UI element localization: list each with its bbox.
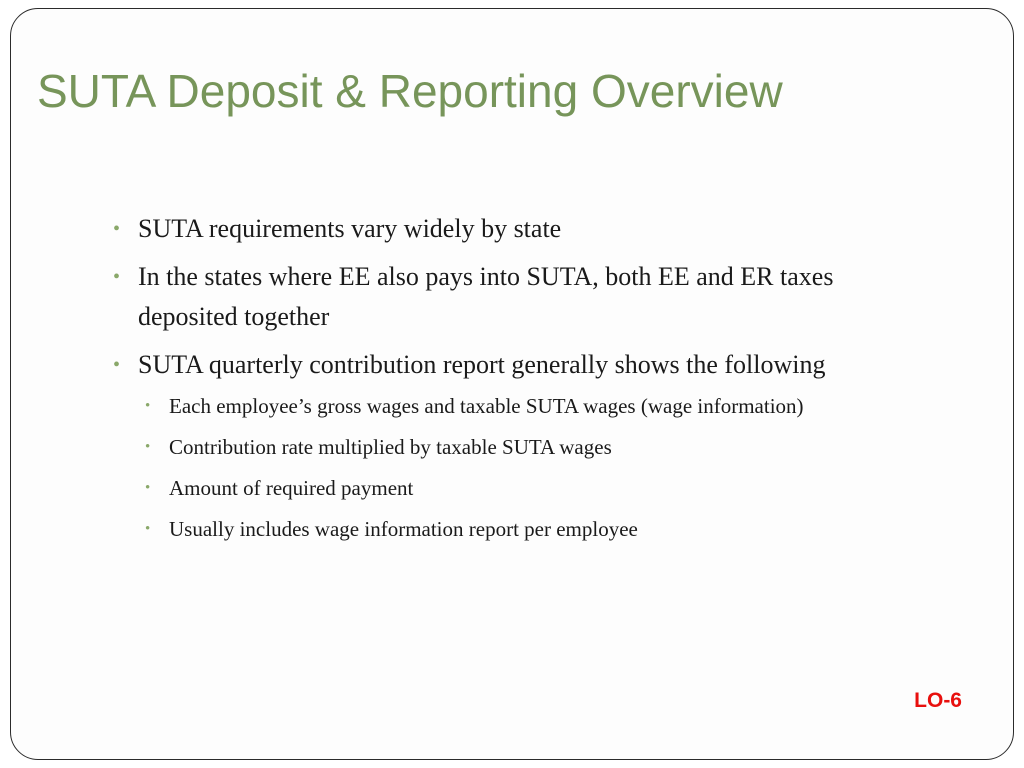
bullet-dot-icon: •	[145, 480, 151, 496]
bullet-dot-icon: •	[145, 521, 151, 537]
slide-frame	[10, 8, 1014, 760]
sub-bullet-text: Contribution rate multiplied by taxable SUTA wages	[169, 435, 612, 459]
sub-bullet-text: Amount of required payment	[169, 476, 414, 500]
sub-bullet-text: Usually includes wage information report per employee	[169, 517, 638, 541]
sub-bullet-item	[136, 471, 923, 506]
sub-bullet-item	[136, 512, 923, 547]
bullet-dot-icon: •	[145, 439, 151, 455]
bullet-text: SUTA quarterly contribution report generally shows the following	[138, 350, 826, 379]
bullet-item	[103, 257, 923, 337]
slide-title: SUTA Deposit & Reporting Overview	[37, 65, 783, 117]
sub-bullet-item	[136, 389, 923, 424]
bullet-text: In the states where EE also pays into SUTA, both EE and ER taxes deposited together	[138, 262, 834, 331]
bullet-dot-icon: •	[113, 266, 121, 288]
sub-bullet-list	[136, 389, 923, 547]
bullet-list	[103, 209, 923, 553]
bullet-dot-icon: •	[113, 354, 121, 376]
bullet-dot-icon: •	[113, 218, 121, 240]
learning-objective-label: LO-6	[914, 689, 962, 712]
sub-bullet-text: Each employee’s gross wages and taxable SUTA wages (wage information)	[169, 394, 804, 418]
bullet-item	[103, 345, 923, 385]
bullet-text: SUTA requirements vary widely by state	[138, 214, 562, 243]
bullet-item	[103, 209, 923, 249]
bullet-dot-icon: •	[145, 398, 151, 414]
sub-bullet-item	[136, 430, 923, 465]
